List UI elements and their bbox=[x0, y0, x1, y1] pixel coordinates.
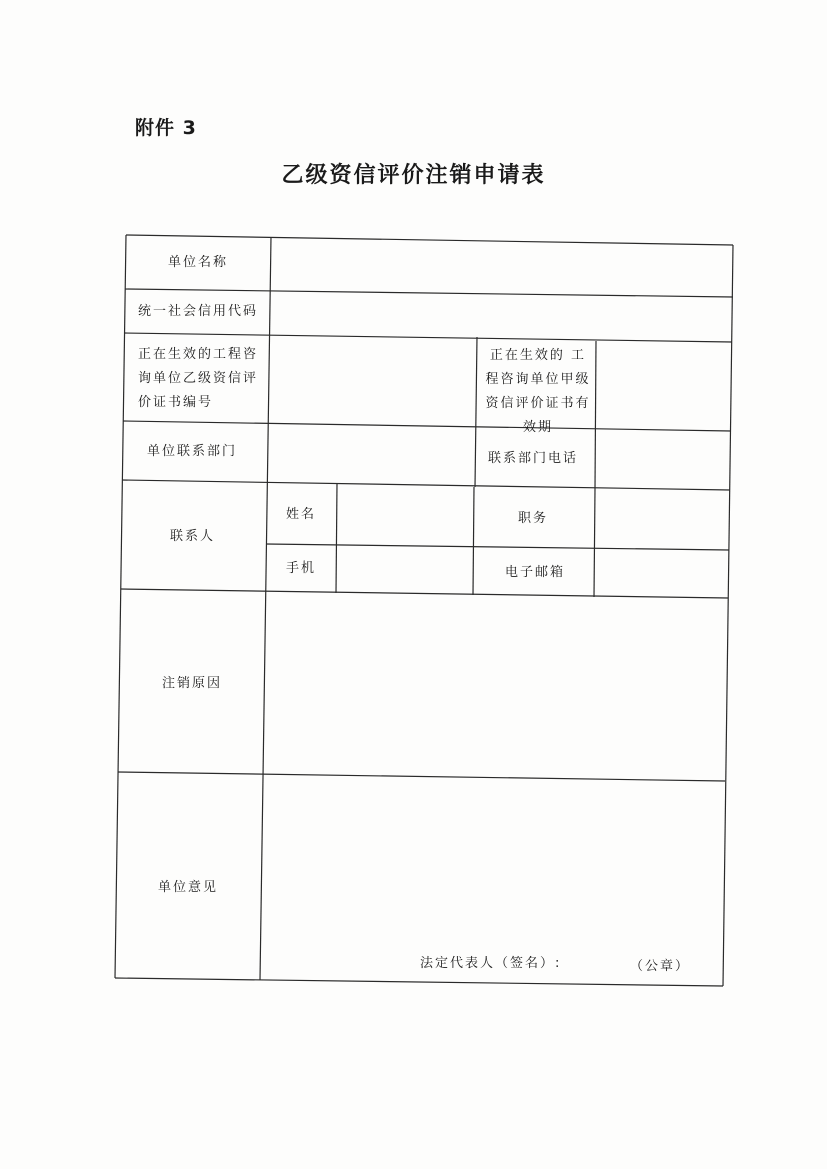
contact-person-label: 联系人 bbox=[170, 529, 216, 544]
email-label: 电子邮箱 bbox=[505, 565, 566, 580]
cancel-reason-label: 注销原因 bbox=[162, 676, 223, 691]
official-seal-label: （公章） bbox=[630, 959, 691, 974]
unit-opinion-label: 单位意见 bbox=[158, 880, 219, 895]
contact-dept-label: 单位联系部门 bbox=[147, 444, 238, 459]
mobile-label: 手机 bbox=[286, 561, 317, 576]
contact-name-label: 姓名 bbox=[286, 507, 317, 522]
cert-number-label: 正在生效的工程咨 询单位乙级资信评 价证书编号 bbox=[138, 347, 259, 410]
unit-name-label: 单位名称 bbox=[168, 255, 229, 270]
cert-validity-label: 正在生效的 工 程咨询单位甲级 资信评价证书有 效期 bbox=[485, 348, 591, 435]
legal-representative-signature: 法定代表人（签名）: bbox=[420, 956, 562, 971]
position-label: 职务 bbox=[518, 511, 549, 526]
credit-code-label: 统一社会信用代码 bbox=[138, 304, 259, 319]
page-title: 乙级资信评价注销申请表 bbox=[281, 163, 546, 188]
dept-phone-label: 联系部门电话 bbox=[488, 451, 579, 466]
attachment-label: 附件 3 bbox=[135, 117, 197, 139]
